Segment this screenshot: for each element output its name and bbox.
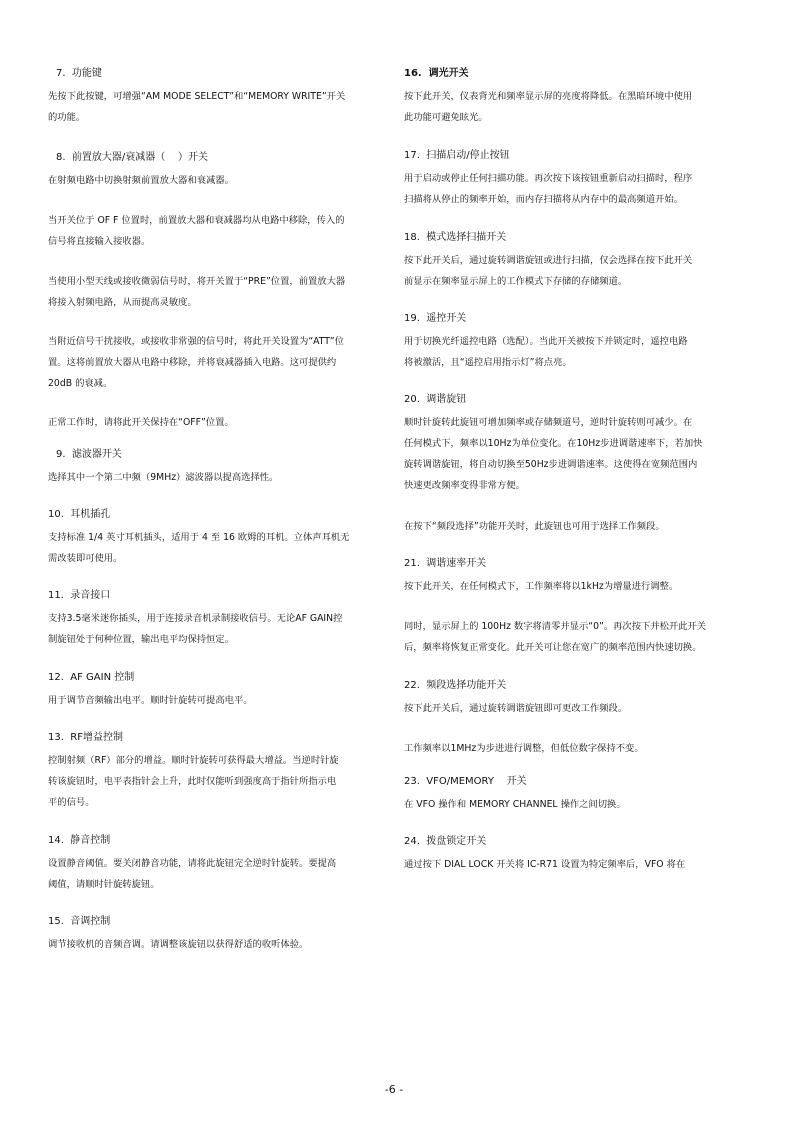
- paragraph: 用于启动或停止任何扫描功能。再次按下该按钮重新启动扫描时，程序 扫描将从停止的频率开始，而内存扫描将从内存中的最高频道开始。: [404, 173, 693, 205]
- section-16: [404, 66, 734, 128]
- section-heading: 7. 功能键: [56, 68, 102, 79]
- section-10: [48, 507, 378, 569]
- paragraph: 当开关位于 OF F 位置时，前置放大器和衰减器均从电路中移除，传入的 信号将直接输入接收器。: [48, 215, 345, 247]
- section-20-para-2: [404, 512, 734, 537]
- paragraph: 按下此开关后，通过旋转调谐旋钮或进行扫描，仅会选择在按下此开关 前显示在频率显示屏上的工作模式下存储的存储频道。: [404, 255, 693, 287]
- paragraph: 按下此开关，仪表背光和频率显示屏的亮度将降低。在黑暗环境中使用 此功能可避免眩光。: [404, 91, 693, 123]
- section-heading: 22. 频段选择功能开关: [404, 680, 507, 691]
- section-heading: 11. 录音接口: [48, 590, 111, 601]
- paragraph: 按下此开关后，通过旋转调谐旋钮即可更改工作频段。: [404, 703, 628, 714]
- section-heading: 16. 调光开关: [404, 68, 469, 79]
- section-heading: 19. 遥控开关: [404, 313, 467, 324]
- paragraph: 当使用小型天线或接收微弱信号时，将开关置于“PRE”位置，前置放大器 将接入射频电路，从而提高灵敏度。: [48, 276, 346, 308]
- paragraph: 选择其中一个第二中频（9MHz）滤波器以提高选择性。: [48, 472, 279, 483]
- section-heading: 18. 模式选择扫描开关: [404, 232, 507, 243]
- section-8-para-3: [48, 267, 378, 313]
- section-24: [404, 834, 734, 875]
- paragraph: 顺时针旋转此旋钮可增加频率或存储频道号，逆时针旋转则可减少。在 任何模式下，频率以10Hz为单位变化。在10Hz步进调谐速率下，若加快 旋转调谐旋钮，将自动切换至50Hz步进调谐速率。这使得在宽频范围内 快速更改频率变得非常方便。: [404, 417, 703, 491]
- paragraph: 先按下此按键，可增强“AM MODE SELECT”和“MEMORY WRITE”开关 的功能。: [48, 91, 346, 123]
- section-heading: 13. RF增益控制: [48, 732, 123, 743]
- paragraph: 在 VFO 操作和 MEMORY CHANNEL 操作之间切换。: [404, 799, 626, 810]
- paragraph: 正常工作时，请将此开关保持在“OFF”位置。: [48, 417, 234, 428]
- section-18: [404, 230, 734, 292]
- section-23: [404, 774, 734, 815]
- section-7: [48, 66, 378, 128]
- section-heading: 17. 扫描启动/停止按钮: [404, 150, 510, 161]
- section-9: [48, 447, 378, 488]
- section-heading: 24. 拨盘锁定开关: [404, 836, 487, 847]
- paragraph: 控制射频（RF）部分的增益。顺时针旋转可获得最大增益。当逆时针旋 转该旋钮时，电平表指针会上升，此时仅能听到强度高于指针所指示电 平的信号。: [48, 755, 339, 808]
- section-11: [48, 588, 378, 650]
- section-12: [48, 670, 378, 711]
- section-22: [404, 678, 734, 719]
- section-heading: 20. 调谐旋钮: [404, 394, 467, 405]
- section-21: [404, 556, 734, 597]
- section-13: [48, 730, 378, 813]
- section-heading: 10. 耳机插孔: [48, 509, 111, 520]
- paragraph: 当附近信号干扰接收，或接收非常强的信号时，将此开关设置为“ATT”位 置。这将前置放大器从电路中移除，并将衰减器插入电路。这可提供约 20dB 的衰减。: [48, 336, 344, 389]
- section-15: [48, 914, 378, 955]
- paragraph: 支持3.5毫米迷你插头，用于连接录音机录制接收信号。无论AF GAIN控 制旋钮处于何种位置，输出电平均保持恒定。: [48, 613, 343, 645]
- section-21-para-2: [404, 612, 734, 658]
- paragraph: 按下此开关，在任何模式下，工作频率将以1kHz为增量进行调整。: [404, 581, 679, 592]
- section-8-para-5: [48, 408, 378, 433]
- paragraph: 设置静音阈值。要关闭静音功能，请将此旋钮完全逆时针旋转。要提高 阈值，请顺时针旋转旋钮。: [48, 858, 337, 890]
- section-heading: 15. 音调控制: [48, 916, 111, 927]
- paragraph: 支持标准 1/4 英寸耳机插头，适用于 4 至 16 欧姆的耳机。立体声耳机无 需改装即可使用。: [48, 532, 350, 564]
- paragraph: 在按下“频段选择”功能开关时，此旋钮也可用于选择工作频段。: [404, 521, 665, 532]
- section-8: [48, 150, 378, 191]
- section-17: [404, 148, 734, 210]
- section-heading: 8. 前置放大器/衰减器（ ）开关: [56, 152, 208, 163]
- paragraph: 工作频率以1MHz为步进进行调整，但低位数字保持不变。: [404, 743, 644, 754]
- paragraph: 同时，显示屏上的 100Hz 数字将清零并显示“0”。再次按下并松开此开关 后，频率将恢复正常变化。此开关可让您在宽广的频率范围内快速切换。: [404, 621, 707, 653]
- paragraph: 在射频电路中切换射频前置放大器和衰减器。: [48, 175, 234, 186]
- section-8-para-4: [48, 327, 378, 394]
- paragraph: 用于切换光纤遥控电路（选配）。当此开关被按下并锁定时，遥控电路 将被激活，且“遥控启用指示灯”将点亮。: [404, 336, 688, 368]
- section-heading: 21. 调谐速率开关: [404, 558, 487, 569]
- page-number: -6 -: [384, 1083, 404, 1096]
- section-heading: 14. 静音控制: [48, 835, 111, 846]
- section-heading: 9. 滤波器开关: [56, 449, 122, 460]
- section-heading: 23. VFO/MEMORY 开关: [404, 776, 527, 787]
- section-heading: 12. AF GAIN 控制: [48, 672, 135, 683]
- paragraph: 调节接收机的音频音调。请调整该旋钮以获得舒适的收听体验。: [48, 939, 309, 950]
- section-19: [404, 311, 734, 373]
- section-22-para-2: [404, 734, 734, 759]
- paragraph: 通过按下 DIAL LOCK 开关将 IC-R71 设置为特定频率后，VFO 将在: [404, 859, 686, 870]
- section-14: [48, 833, 378, 895]
- section-8-para-2: [48, 206, 378, 252]
- section-20: [404, 392, 734, 496]
- paragraph: 用于调节音频输出电平。顺时针旋转可提高电平。: [48, 695, 253, 706]
